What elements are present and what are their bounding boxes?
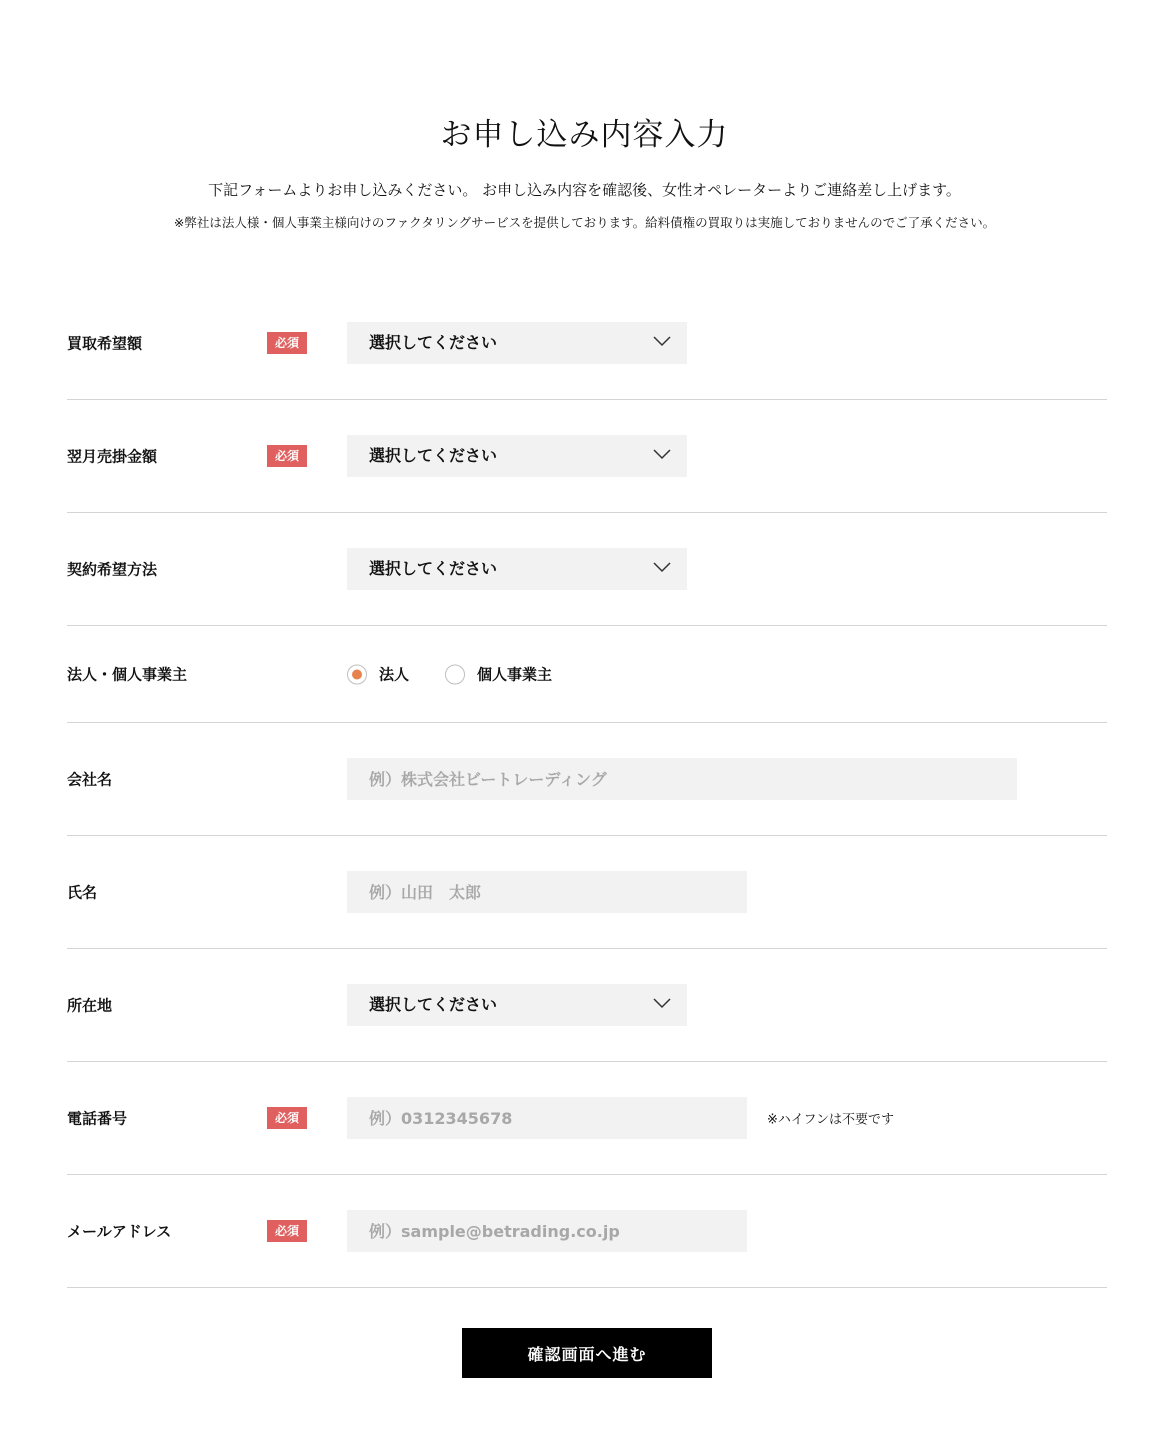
row-company-name bbox=[67, 723, 1107, 836]
company-name-input[interactable] bbox=[347, 758, 1017, 800]
entity-type-radio-group bbox=[347, 664, 588, 685]
row-email bbox=[67, 1175, 1107, 1288]
required-badge: 必須 bbox=[267, 445, 307, 467]
phone-hint: ※ハイフンは不要です bbox=[767, 1112, 894, 1128]
full-name-label: 氏名 bbox=[67, 883, 98, 902]
row-contract-method bbox=[67, 513, 1107, 626]
contract-method-select[interactable] bbox=[347, 548, 687, 590]
row-purchase-amount bbox=[67, 286, 1107, 400]
required-badge: 必須 bbox=[267, 1107, 307, 1129]
purchase-amount-select-value: 選択してください bbox=[369, 332, 498, 352]
radio-corporation[interactable] bbox=[347, 664, 409, 685]
email-label: メールアドレス bbox=[67, 1222, 172, 1241]
company-name-label: 会社名 bbox=[67, 770, 113, 789]
required-badge: 必須 bbox=[267, 332, 307, 354]
chevron-down-icon bbox=[653, 448, 671, 460]
location-label: 所在地 bbox=[67, 996, 113, 1015]
row-location bbox=[67, 949, 1107, 1062]
next-month-receivables-select[interactable] bbox=[347, 435, 687, 477]
notice-text: ※弊社は法人様・個人事業主様向けのファクタリングサービスを提供しております。給料債権の買取りは実施しておりませんのでご了承ください。 bbox=[173, 215, 996, 230]
radio-button-checked[interactable] bbox=[347, 664, 367, 684]
chevron-down-icon bbox=[653, 561, 671, 573]
application-form bbox=[67, 286, 1107, 1288]
row-next-month-receivables bbox=[67, 400, 1107, 513]
radio-sole-proprietor[interactable] bbox=[445, 664, 552, 685]
confirm-button[interactable]: 確認画面へ進む bbox=[462, 1328, 712, 1378]
chevron-down-icon bbox=[653, 335, 671, 347]
next-month-receivables-label: 翌月売掛金額 bbox=[67, 447, 158, 466]
location-select[interactable] bbox=[347, 984, 687, 1026]
phone-input[interactable] bbox=[347, 1097, 747, 1139]
page-title: お申し込み内容入力 bbox=[440, 117, 729, 153]
phone-label: 電話番号 bbox=[67, 1109, 128, 1128]
required-badge: 必須 bbox=[267, 1220, 307, 1242]
radio-sole-proprietor-label: 個人事業主 bbox=[477, 665, 553, 684]
location-select-value: 選択してください bbox=[369, 995, 498, 1014]
radio-corporation-label: 法人 bbox=[379, 665, 410, 684]
contract-method-label: 契約希望方法 bbox=[67, 560, 158, 579]
entity-type-label: 法人・個人事業主 bbox=[67, 665, 188, 684]
chevron-down-icon bbox=[653, 997, 671, 1009]
full-name-input[interactable] bbox=[347, 871, 747, 913]
row-entity-type bbox=[67, 626, 1107, 723]
intro-text: 下記フォームよりお申し込みください。 お申し込み内容を確認後、女性オペレーターよりご連絡差し上げます。 bbox=[208, 181, 961, 199]
email-input[interactable] bbox=[347, 1210, 747, 1252]
contract-method-select-value: 選択してください bbox=[369, 559, 498, 578]
next-month-receivables-select-value: 選択してください bbox=[369, 446, 498, 465]
row-full-name bbox=[67, 836, 1107, 949]
row-phone bbox=[67, 1062, 1107, 1175]
purchase-amount-label: 買取希望額 bbox=[67, 334, 143, 352]
radio-button-unchecked[interactable] bbox=[445, 664, 465, 684]
purchase-amount-select[interactable] bbox=[347, 322, 687, 364]
